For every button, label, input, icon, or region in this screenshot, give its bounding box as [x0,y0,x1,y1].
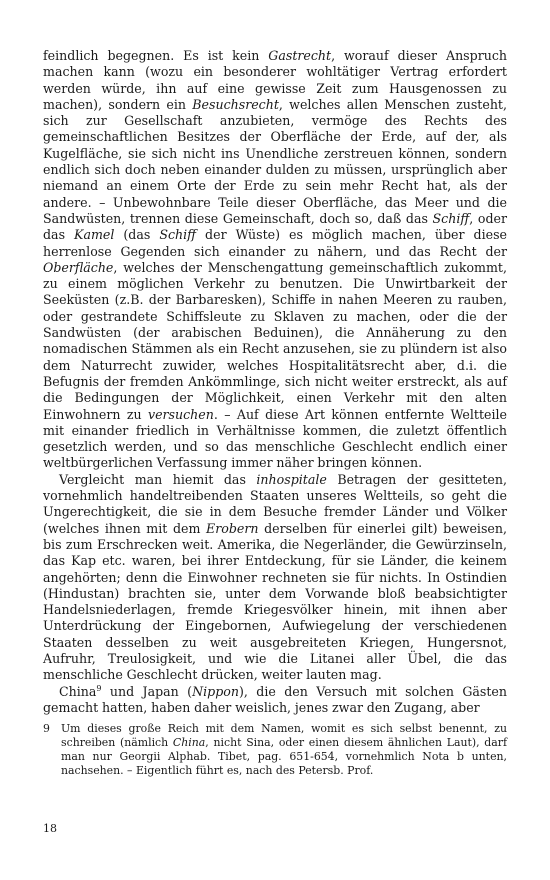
body-paragraph-1 [43,48,507,472]
emphasis: Erobern [206,520,259,536]
emphasis: Gastrecht [268,48,332,63]
body-paragraph-2 [43,472,507,684]
text-run: Vergleicht man hiemit das [59,471,257,487]
text-run: , welches allen Menschen zusteht, sich zur Gesellschaft anzubieten, vermöge des Rechts des gemeinschaftlichen Besitzes der Oberfläche der Erde, auf der, als Kugelfläche, sie sich nicht ins Unendliche zerstreuen können, sondern endlich sich doch neben einander dulden zu müssen, ursprünglich aber niemand an einem Orte der Erde zu sein mehr Recht hat, als der andere. – Unbewohnbare Teile dieser Oberfläche, das Meer und die Sandwüsten, trennen diese Gemeinschaft, doch so, daß das [43,96,507,226]
text-run: feindlich begegnen. Es ist kein [43,48,269,63]
text-run: Um dieses große Reich mit dem Namen, womit es sich selbst benennt, zu schreiben (nämlich [61,722,507,750]
text-run: derselben für einerlei gilt) beweisen, bis zum Erschrecken weit. Amerika, die Negerländer, die Gewürzinseln, das Kap etc. waren, bei ihrer Entdeckung, für sie Länder, die keinem angehörten; denn die Einwohner rechneten sie für nichts. In Ostindien (Hindustan) brachten sie, unter dem Vorwande bloß beabsichtigter Handelsniederlagen, fremde Kriegesvölker hinein, mit ihnen aber Unterdrückung der Eingebornen, Aufwiegelung der verschiedenen Staaten desselben zu weit ausgebreiteten Kriegen, Hungersnot, Aufruhr, Treulosigkeit, und wie die Litanei aller Übel, die das menschliche Geschlecht drücken, weiter lauten mag. [43,520,507,683]
text-run: , oder das [43,210,507,243]
emphasis: inhospitale [256,471,327,487]
emphasis: Schiff [159,227,197,243]
text-run: , nicht Sina, oder einen diesem ähnlichen Laut), darf man nur Georgii Alphab. Tibet, pag. 651-654, vornehmlich Nota b unten, nachsehen. – Eigentlich führt es, nach des Petersb. Prof. [61,736,507,778]
footnote [43,722,507,778]
text-run: China [59,683,97,699]
text-run: der Wüste) es möglich machen, über diese herrenlose Gegenden sich einander zu nähern, und das Recht der [43,227,507,259]
emphasis: Nippon [192,683,239,699]
emphasis: Schiff [432,210,470,226]
text-run: (das [114,227,160,243]
emphasis: Oberfläche [43,259,114,275]
text-run: ), die den Versuch mit solchen Gästen gemacht hatten, haben daher weislich, jenes zwar den Zugang, aber [43,683,507,715]
emphasis: China [172,736,206,750]
emphasis: versuchen [147,406,214,422]
text-run: und Japan ( [101,683,193,699]
text-run: , welches der Menschengattung gemeinschaftlich zukommt, zu einem möglichen Verkehr zu benutzen. Die Unwirtbarkeit der Seeküsten (z.B. der Barbaresken), Schiffe in nahen Meeren zu rauben, oder gestrandete Schiffsleute zu Sklaven zu machen, oder die der Sandwüsten (der arabischen Beduinen), die Annäherung zu den nomadischen Stämmen als ein Recht anzusehen, sie zu plündern ist also dem Naturrecht zuwider, welches Hospitalitätsrecht aber, d.i. die Befugnis der fremden Ankömmlinge, sich nicht weiter erstreckt, als auf die Bedingungen der Möglichkeit, einen Verkehr mit den alten Einwohnern zu [43,259,507,422]
footnote-number: 9 [43,722,50,736]
emphasis: Kamel [74,227,115,243]
text-run: Betragen der gesitteten, vornehmlich handeltreibenden Staaten unseres Weltteils, so geht die Ungerechtigkeit, die sie in dem Besuche fremder Länder und Völker (welches ihnen mit dem [43,471,507,536]
footnote-ref: 9 [96,683,102,693]
text-run: , worauf dieser Anspruch machen kann (wozu ein besonderer wohltätiger Vertrag erfordert werden würde, ihn auf eine gewisse Zeit zum Hausgenossen zu machen), sondern ein [43,48,507,112]
emphasis: Besuchsrecht [192,96,279,112]
footnote-text [61,722,507,778]
body-paragraph-3 [43,684,507,717]
text-run: . – Auf diese Art können entfernte Weltteile mit einander friedlich in Verhältnisse kommen, die zuletzt öffentlich gesetzlich werden, und so das menschliche Geschlecht endlich einer weltbürgerlichen Verfassung immer näher bringen können. [43,406,507,471]
page-number: 18 [43,822,57,835]
page-content [43,48,507,778]
